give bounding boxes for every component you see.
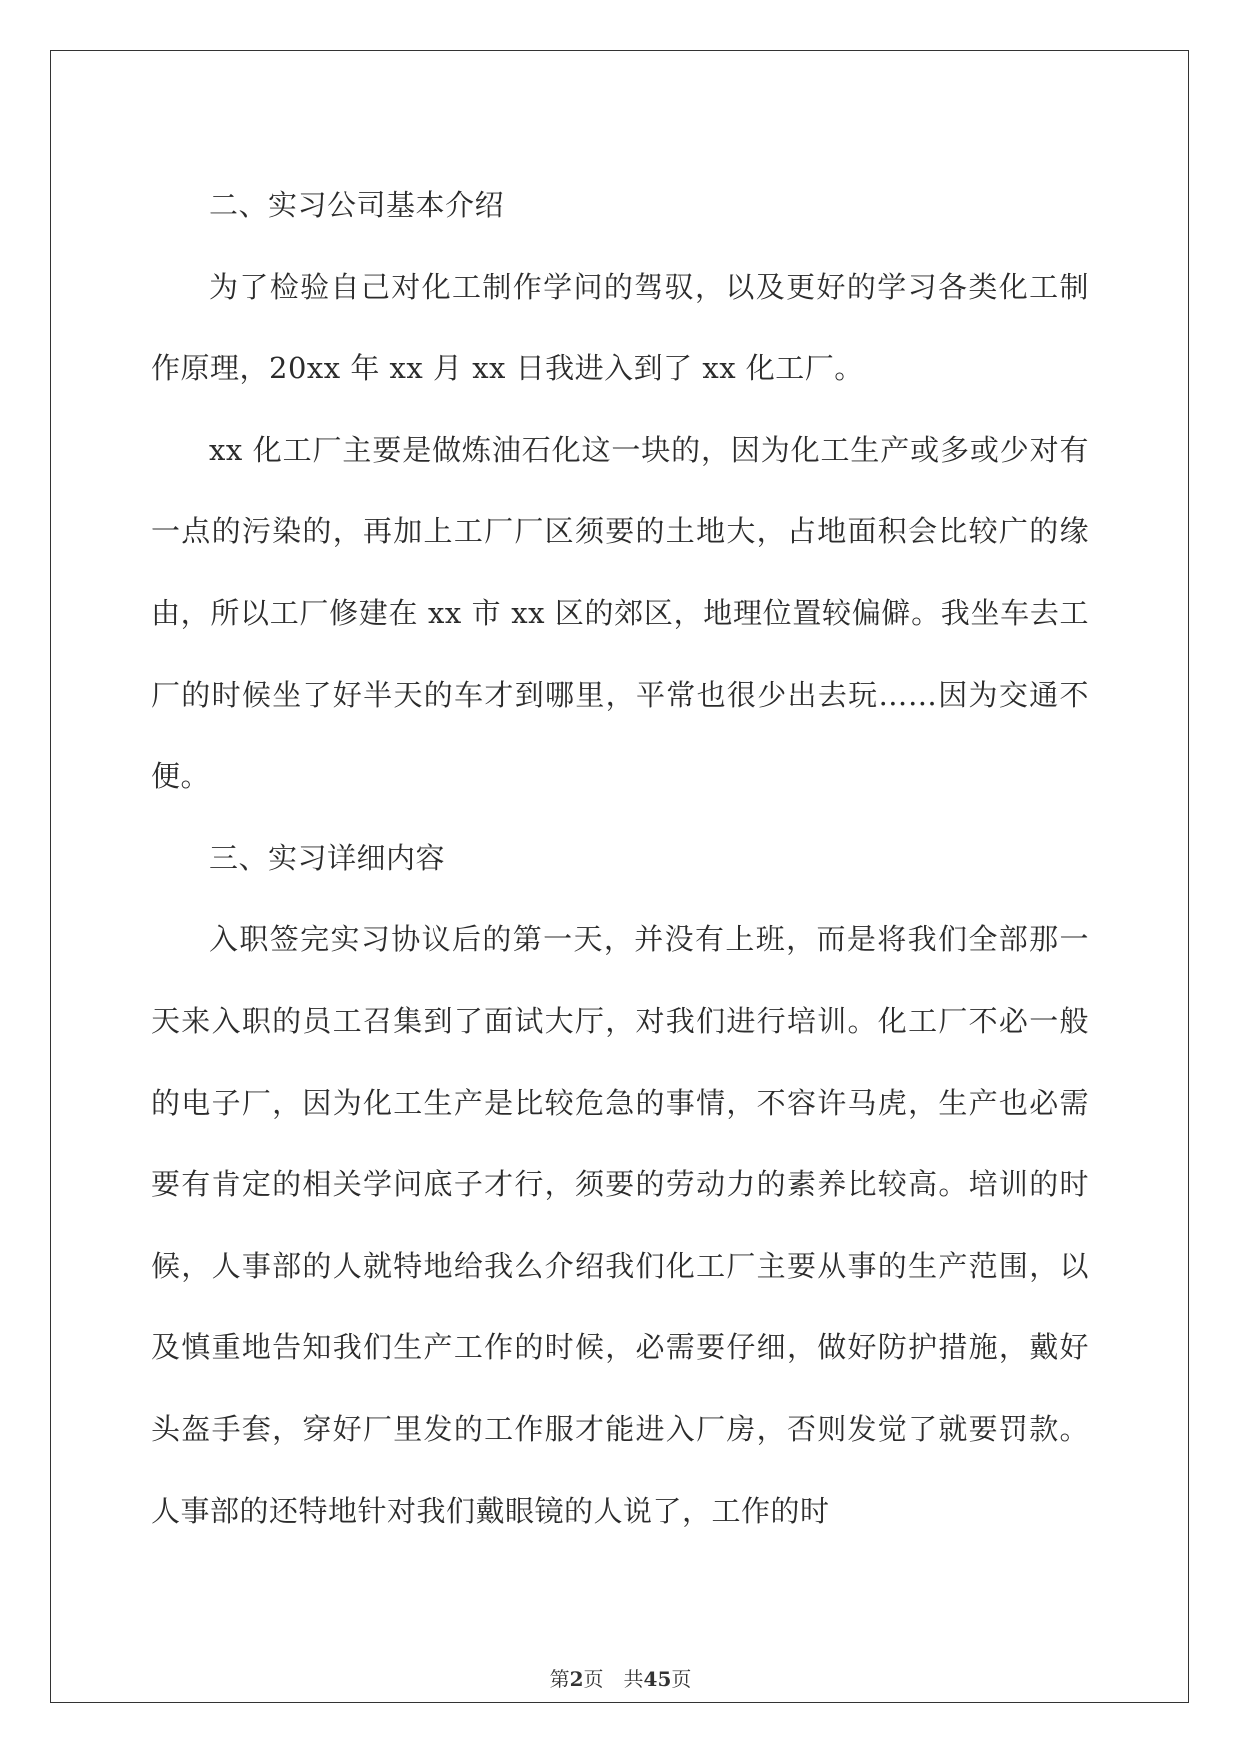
page-suffix: 页 xyxy=(583,1667,604,1691)
section-heading-internship-details: 三、实习详细内容 xyxy=(209,840,446,875)
paragraph-factory-location: xx 化工厂主要是做炼油石化这一块的，因为化工生产或多或少对有一点的污染的，再加上工厂厂区须要的土地大，占地面积会比较广的缘由，所以工厂修建在 xx 市 xx 区的郊区，地理位置较偏僻。我坐车去工厂的时候坐了好半天的车才到哪里，平常也很少出去玩……因为交通不便。 xyxy=(151,432,1089,794)
document-body xyxy=(151,165,1089,1552)
total-suffix: 页 xyxy=(671,1667,692,1691)
page-prefix: 第 xyxy=(549,1667,570,1691)
page-number: 2 xyxy=(569,1667,584,1691)
paragraph-training: 入职签完实习协议后的第一天，并没有上班，而是将我们全部那一天来入职的员工召集到了面试大厅，对我们进行培训。化工厂不必一般的电子厂，因为化工生产是比较危急的事情，不容许马虎，生产也必需要有肯定的相关学问底子才行，须要的劳动力的素养比较高。培训的时候，人事部的人就特地给我么介绍我们化工厂主要从事的生产范围，以及慎重地告知我们生产工作的时候，必需要仔细，做好防护措施，戴好头盔手套，穿好厂里发的工作服才能进入厂房，否则发觉了就要罚款。人事部的还特地针对我们戴眼镜的人说了，工作的时 xyxy=(151,922,1089,1528)
section-heading-company-intro: 二、实习公司基本介绍 xyxy=(209,188,505,222)
page-footer xyxy=(0,1663,1241,1692)
paragraph-purpose: 为了检验自己对化工制作学问的驾驭，以及更好的学习各类化工制作原理，20xx 年 xx 月 xx 日我进入到了 xx 化工厂。 xyxy=(151,269,1089,386)
total-prefix: 共 xyxy=(623,1667,644,1691)
total-pages: 45 xyxy=(643,1667,672,1691)
